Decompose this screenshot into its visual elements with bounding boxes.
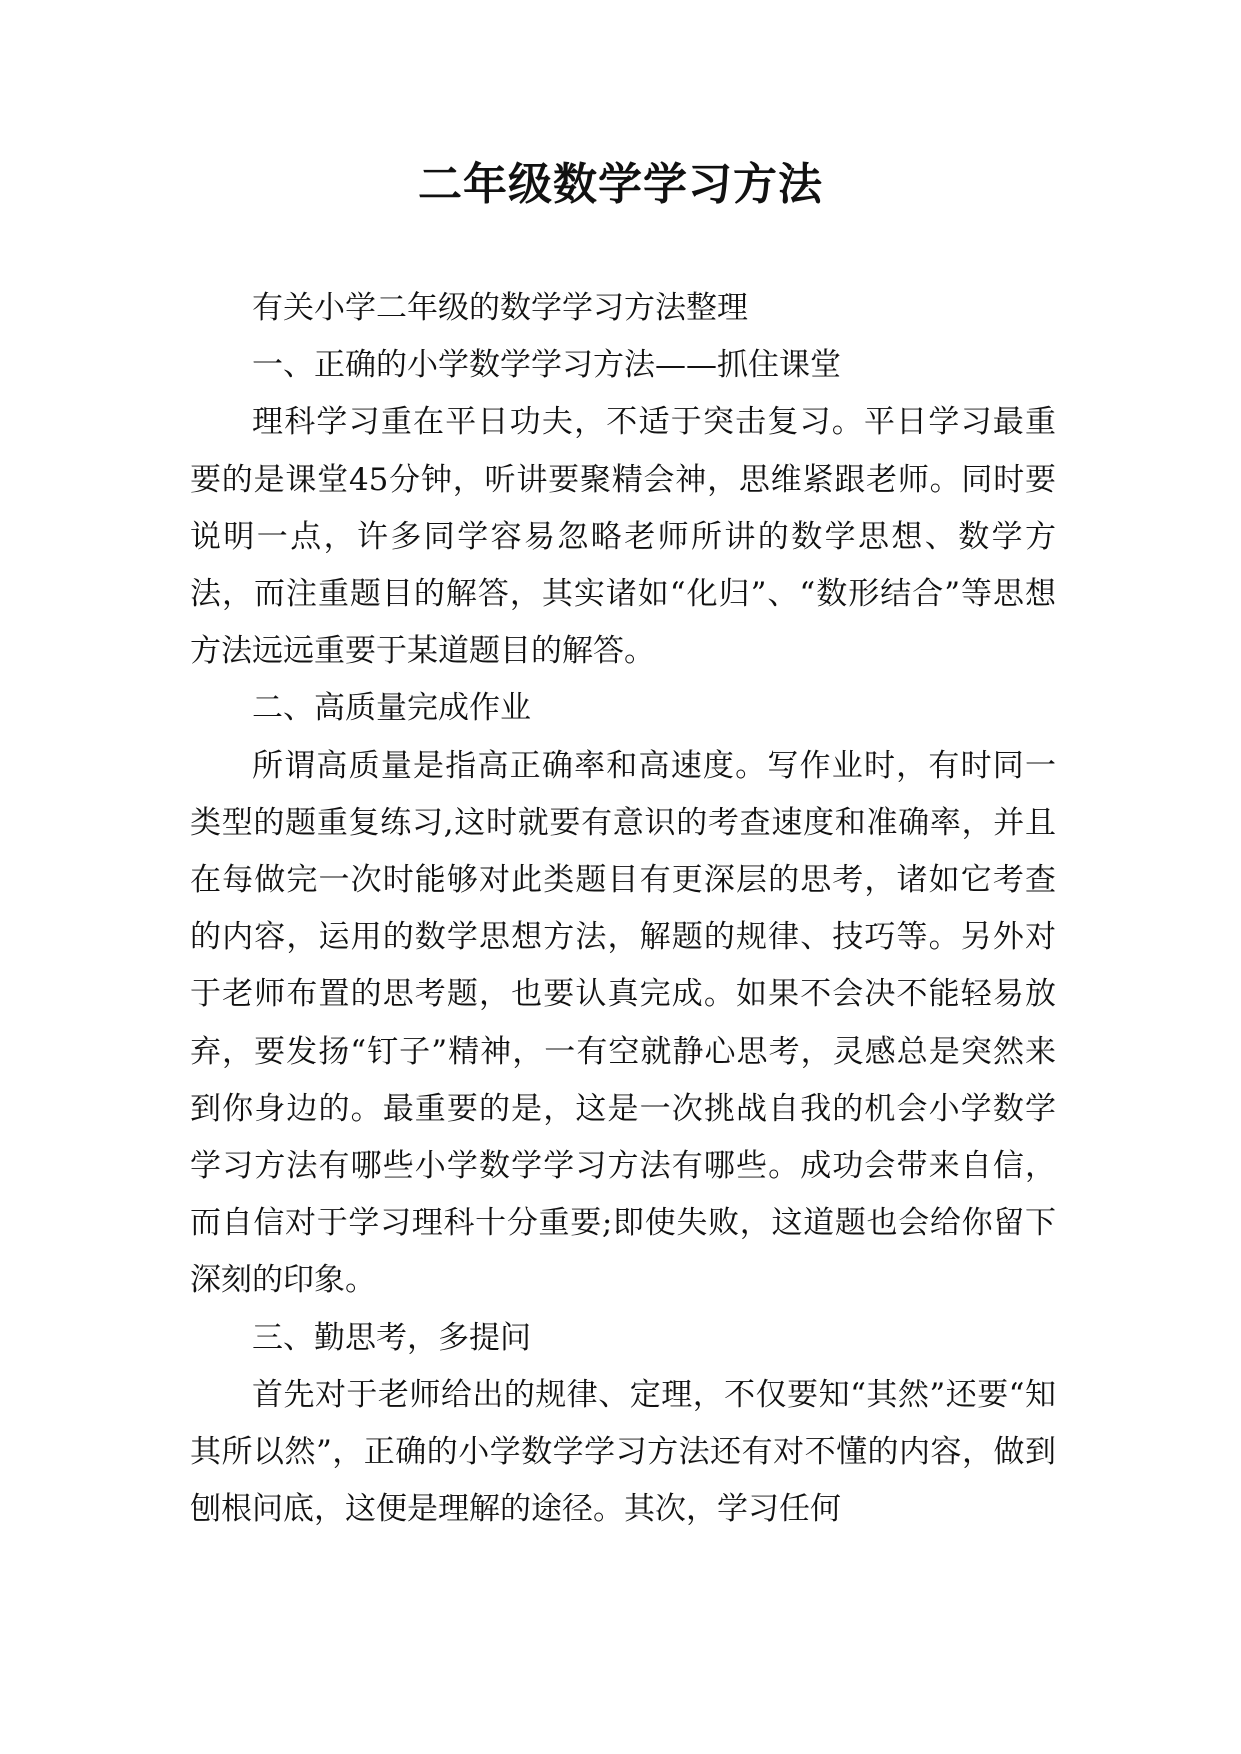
document-body <box>190 280 1056 1538</box>
intro-paragraph: 有关小学二年级的数学学习方法整理 <box>252 290 748 326</box>
section-3-paragraph: 首先对于老师给出的规律、定理，不仅要知“其然”还要“知其所以然”，正确的小学数学学习方法还有对不懂的内容，做到刨根问底，这便是理解的途径。其次，学习任何 <box>190 1376 1056 1528</box>
section-heading-3: 三、勤思考，多提问 <box>252 1319 531 1356</box>
section-heading-1: 一、正确的小学数学学习方法——抓住课堂 <box>252 347 841 384</box>
document-title: 二年级数学学习方法 <box>418 159 823 210</box>
section-heading-2: 二、高质量完成作业 <box>252 690 531 727</box>
section-1-paragraph: 理科学习重在平日功夫，不适于突击复习。平日学习最重要的是课堂45分钟，听讲要聚精会神，思维紧跟老师。同时要说明一点，许多同学容易忽略老师所讲的数学思想、数学方法，而注重题目的解答，其实诸如“化归”、“数形结合”等思想方法远远重要于某道题目的解答。 <box>190 404 1056 670</box>
section-2-paragraph: 所谓高质量是指高正确率和高速度。写作业时，有时同一类型的题重复练习,这时就要有意识的考查速度和准确率，并且在每做完一次时能够对此类题目有更深层的思考，诸如它考查的内容，运用的数学思想方法，解题的规律、技巧等。另外对于老师布置的思考题，也要认真完成。如果不会决不能轻易放弃，要发扬“钉子”精神，一有空就静心思考，灵感总是突然来到你身边的。最重要的是，这是一次挑战自我的机会小学数学学习方法有哪些小学数学学习方法有哪些。成功会带来自信，而自信对于学习理科十分重要;即使失败，这道题也会给你留下深刻的印象。 <box>190 747 1056 1299</box>
